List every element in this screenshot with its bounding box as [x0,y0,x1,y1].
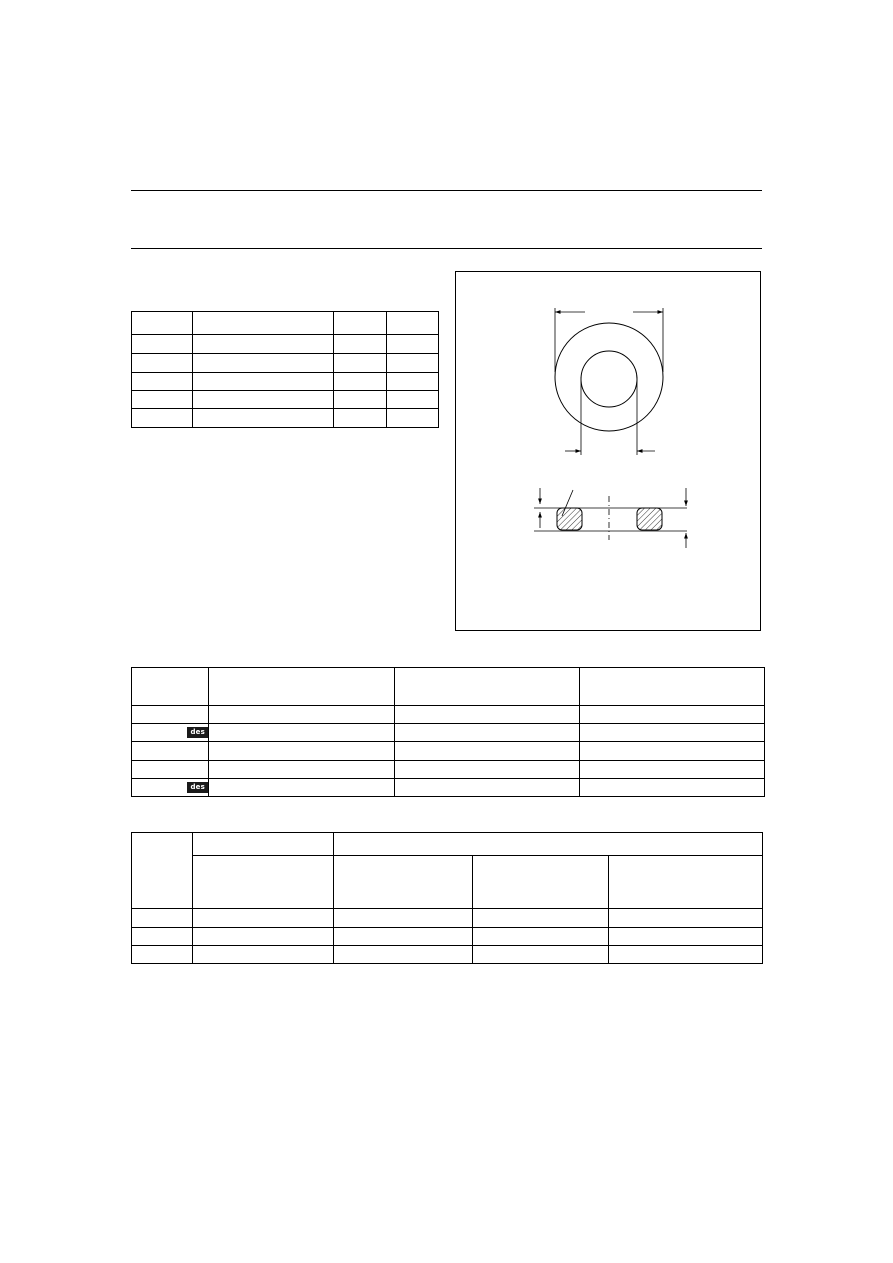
top-rule [131,190,762,191]
outer-diameter-circle [555,323,663,431]
table-cell [473,909,609,928]
table-row [132,354,439,373]
table-cell [193,312,334,335]
table-header-cell [609,856,763,909]
table-cell [132,946,193,964]
table-cell [132,706,209,724]
table-header-cell [580,668,765,706]
table-cell [334,373,387,391]
table-header-cell [334,833,763,856]
table-cell [395,779,580,797]
table-cell [387,409,439,428]
table-row [132,335,439,354]
table-row [132,928,763,946]
table-header-cell [209,668,395,706]
table-cell [580,706,765,724]
dimension-arrow-icon [565,377,655,455]
table-cell [209,779,395,797]
table-cell [580,761,765,779]
table-cell [193,354,334,373]
table-cell [334,354,387,373]
table-cell [609,928,763,946]
table-row [132,909,763,928]
table-header-cell [132,668,209,706]
table-row [132,761,765,779]
table-cell [132,779,209,797]
table-cell [193,391,334,409]
table-cell [132,391,193,409]
table-row [132,742,765,761]
design-status-badge: des [187,782,208,793]
table-header-cell [473,856,609,909]
table-cell [609,909,763,928]
table-cell [209,761,395,779]
hatched-section-icon [637,508,662,530]
table-header-row [132,833,763,856]
table-header-cell [132,833,193,909]
table-cell [193,335,334,354]
table-cell [387,312,439,335]
table-cell [334,909,473,928]
table-cell [580,742,765,761]
table-cell [334,409,387,428]
table-cell [609,946,763,964]
table-row [132,946,763,964]
table-row [132,373,439,391]
table-header-cell [193,833,334,856]
table-cell [193,373,334,391]
table-header-cell [193,856,334,909]
table-cell [580,779,765,797]
table-header-row [132,856,763,909]
table-cell [387,373,439,391]
table-cell [387,391,439,409]
table-row [132,409,439,428]
table-cell [132,909,193,928]
table-cell [132,335,193,354]
table-row [132,779,765,797]
table-header-cell [334,856,473,909]
core-outline-drawing [455,271,761,631]
table-cell [132,928,193,946]
table-cell [193,946,334,964]
table-cell [193,909,334,928]
grades-table [131,667,765,797]
table-row [132,706,765,724]
table-cell [334,391,387,409]
table-cell [334,312,387,335]
table-cell [473,928,609,946]
table-cell [132,409,193,428]
table-cell [395,742,580,761]
table-cell [132,742,209,761]
inner-diameter-circle [581,351,637,407]
table-cell [395,724,580,742]
toroid-cross-section [534,490,687,540]
table-row [132,312,439,335]
design-status-badge: des [187,727,208,738]
hatched-section-icon [557,508,582,530]
table-cell [209,706,395,724]
table-cell [209,742,395,761]
table-cell [132,373,193,391]
toroid-top-view [555,323,663,431]
table-cell [132,724,209,742]
dimension-arrow-icon [555,308,663,372]
table-header-cell [395,668,580,706]
dimensions-table [131,311,439,428]
header-rule [131,248,762,249]
table-cell [334,335,387,354]
table-cell [473,946,609,964]
table-cell [387,354,439,373]
table-cell [209,724,395,742]
table-header-row [132,668,765,706]
properties-table [131,832,763,964]
table-row [132,391,439,409]
table-cell [334,946,473,964]
table-cell [387,335,439,354]
toroid-outline-svg [456,272,762,632]
table-cell [132,761,209,779]
table-cell [395,761,580,779]
table-cell [334,928,473,946]
table-cell [395,706,580,724]
table-cell [580,724,765,742]
table-row [132,724,765,742]
table-cell [132,354,193,373]
table-cell [132,312,193,335]
table-cell [193,409,334,428]
table-cell [193,928,334,946]
